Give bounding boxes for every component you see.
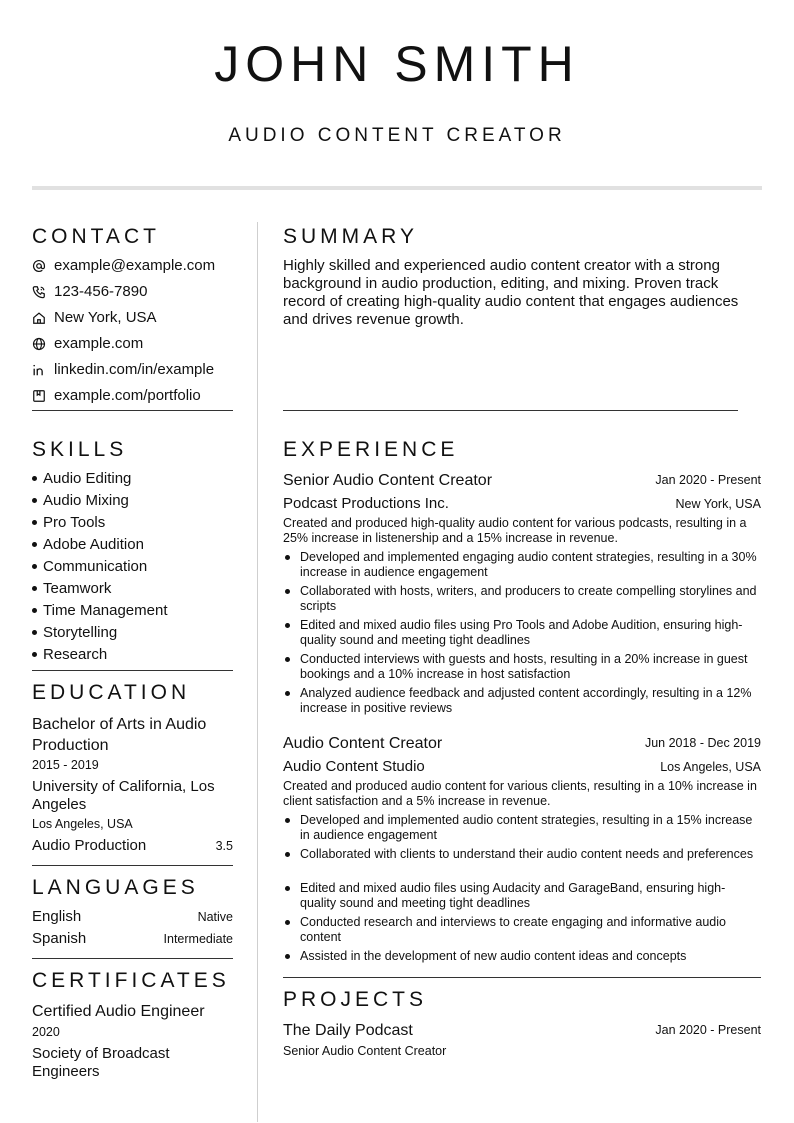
portfolio-icon <box>32 389 46 403</box>
certificate-issuer: Society of Broadcast Engineers <box>32 1045 170 1080</box>
summary-text: Highly skilled and experienced audio content creator with a strong background in audio production, editing, and mixing. Proven track record of creating high-quality audio content that engages audiences and drives revenue growth. <box>283 257 739 328</box>
globe-icon <box>32 337 46 351</box>
job-company: Audio Content Studio <box>283 758 425 775</box>
project-role: Senior Audio Content Creator <box>283 1044 447 1058</box>
job-title: Audio Content Creator <box>283 735 443 752</box>
skill-item: Teamwork <box>32 580 111 598</box>
job-bullet: Conducted interviews with guests and hosts, resulting in a 20% increase in guest bookings and a 10% increase in host satisfaction <box>283 652 761 682</box>
linkedin-icon <box>32 363 46 377</box>
skill-item: Storytelling <box>32 624 117 642</box>
job-description: Created and produced audio content for various clients, resulting in a 10% increase in client satisfaction and a 5% increase in revenue. <box>283 779 757 808</box>
contact-portfolio-text: example.com/portfolio <box>54 387 201 404</box>
education-divider <box>32 865 233 866</box>
skill-item: Pro Tools <box>32 514 105 532</box>
language-name: Spanish <box>32 930 87 947</box>
language-level: Intermediate <box>163 932 233 946</box>
job-bullet: Developed and implemented audio content strategies, resulting in a 15% increase in audience engagement <box>283 813 761 843</box>
home-icon <box>32 311 46 325</box>
job-bullet: Edited and mixed audio files using Pro Tools and Adobe Audition, ensuring high-quality sound and meeting tight deadlines <box>283 618 761 648</box>
contact-email[interactable] <box>32 257 215 275</box>
contact-divider <box>32 410 233 411</box>
education-degree: Bachelor of Arts in Audio Production <box>32 716 207 754</box>
certificate-title: Certified Audio Engineer <box>32 1003 205 1020</box>
contact-website-text: example.com <box>54 335 144 352</box>
certificates-heading: CERTIFICATES <box>32 969 230 992</box>
language-level: Native <box>197 910 233 924</box>
language-name: English <box>32 908 82 925</box>
projects-heading: PROJECTS <box>283 988 428 1011</box>
contact-location-text: New York, USA <box>54 309 157 326</box>
education-location: Los Angeles, USA <box>32 817 133 831</box>
contact-linkedin-text: linkedin.com/in/example <box>54 361 215 378</box>
skill-item: Adobe Audition <box>32 536 144 554</box>
candidate-name: JOHN SMITH <box>214 36 580 92</box>
job-title: Senior Audio Content Creator <box>283 472 493 489</box>
header-divider <box>32 186 762 190</box>
skills-heading: SKILLS <box>32 438 128 461</box>
skill-item: Audio Mixing <box>32 492 129 510</box>
contact-phone[interactable] <box>32 283 147 301</box>
phone-icon <box>32 285 46 299</box>
skill-item: Time Management <box>32 602 168 620</box>
job-dates: Jan 2020 - Present <box>655 473 761 487</box>
job-location: New York, USA <box>675 497 761 511</box>
job-dates: Jun 2018 - Dec 2019 <box>644 736 761 750</box>
candidate-role: AUDIO CONTENT CREATOR <box>228 125 566 146</box>
contact-portfolio[interactable] <box>32 387 201 405</box>
job-description: Created and produced high-quality audio content for various podcasts, resulting in a 25% increase in listenership and a 15% increase in revenue. <box>283 516 747 545</box>
experience-heading: EXPERIENCE <box>283 438 459 461</box>
education-gpa: 3.5 <box>215 839 233 853</box>
skill-item: Audio Editing <box>32 470 131 488</box>
skill-item: Research <box>32 646 107 664</box>
languages-heading: LANGUAGES <box>32 876 199 899</box>
contact-phone-text: 123-456-7890 <box>54 283 148 300</box>
job-bullet: Collaborated with hosts, writers, and producers to create compelling storylines and scripts <box>283 584 761 614</box>
column-divider <box>257 222 258 1122</box>
job-location: Los Angeles, USA <box>660 760 761 774</box>
contact-location <box>32 309 157 327</box>
summary-divider <box>283 410 738 411</box>
job-company: Podcast Productions Inc. <box>283 495 449 512</box>
experience-divider <box>283 977 761 978</box>
project-dates: Jan 2020 - Present <box>655 1023 761 1037</box>
education-field: Audio Production <box>32 837 147 854</box>
languages-divider <box>32 958 233 959</box>
education-dates: 2015 - 2019 <box>32 758 99 772</box>
project-title: The Daily Podcast <box>283 1022 413 1039</box>
contact-linkedin[interactable] <box>32 361 214 379</box>
job-bullet: Collaborated with clients to understand their audio content needs and preferences <box>283 847 761 862</box>
job-bullet: Edited and mixed audio files using Audacity and GarageBand, ensuring high-quality sound and meeting tight deadlines <box>283 881 761 911</box>
certificate-year: 2020 <box>32 1025 60 1039</box>
contact-heading: CONTACT <box>32 225 160 248</box>
job-bullet: Assisted in the development of new audio content ideas and concepts <box>283 949 761 964</box>
at-icon <box>32 259 46 273</box>
skill-item: Communication <box>32 558 147 576</box>
job-bullet: Analyzed audience feedback and adjusted content accordingly, resulting in a 12% increase in positive reviews <box>283 686 761 716</box>
skills-divider <box>32 670 233 671</box>
job-bullet: Developed and implemented engaging audio content strategies, resulting in a 30% increase in audience engagement <box>283 550 761 580</box>
summary-heading: SUMMARY <box>283 225 418 248</box>
education-school: University of California, Los Angeles <box>32 778 215 813</box>
contact-email-text: example@example.com <box>54 257 216 274</box>
education-heading: EDUCATION <box>32 681 191 704</box>
job-bullet: Conducted research and interviews to create engaging and informative audio content <box>283 915 761 945</box>
contact-website[interactable] <box>32 335 143 353</box>
